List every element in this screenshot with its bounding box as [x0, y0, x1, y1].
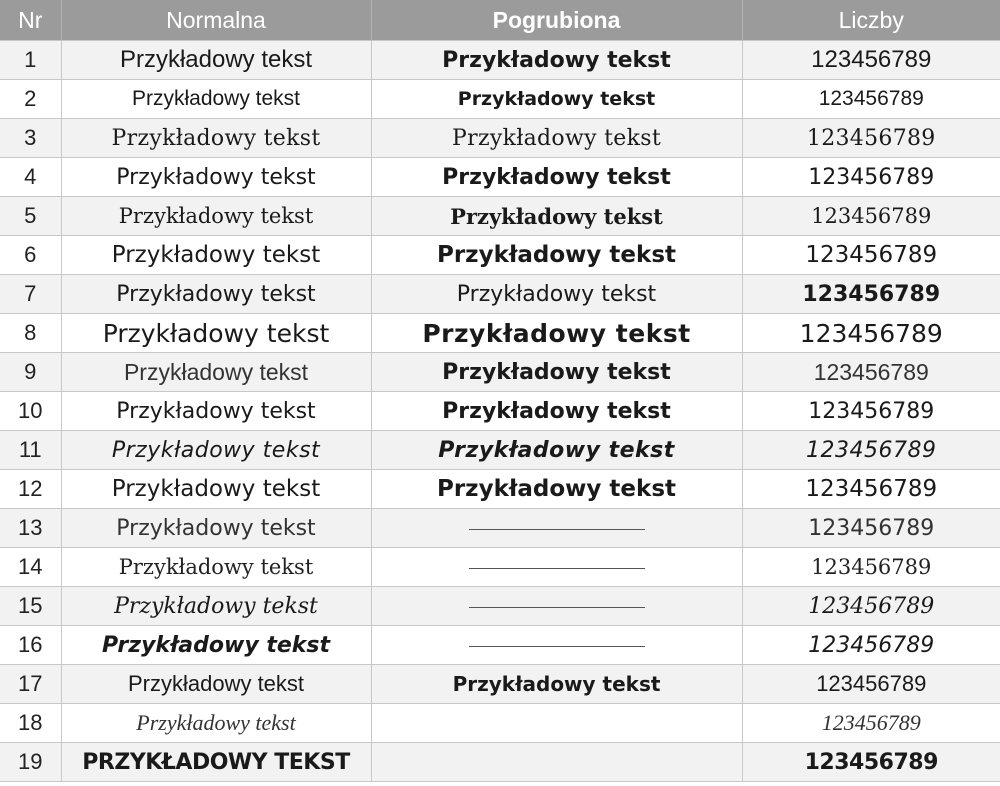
- numbers-sample: 123456789: [742, 353, 1000, 392]
- numbers-sample: 123456789: [742, 743, 1000, 782]
- table-row: [0, 158, 1000, 197]
- table-row: [0, 626, 1000, 665]
- bold-sample: Przykładowy tekst: [371, 119, 742, 158]
- table-row: [0, 197, 1000, 236]
- numbers-sample: 123456789: [742, 41, 1000, 80]
- bold-sample: Przykładowy tekst: [371, 392, 742, 431]
- row-number: 16: [0, 626, 61, 665]
- row-number: 12: [0, 470, 61, 509]
- header-normal: Normalna: [61, 0, 371, 41]
- unavailable-dash: [469, 568, 645, 569]
- row-number: 7: [0, 275, 61, 314]
- row-number: 8: [0, 314, 61, 353]
- normal-sample: Przykładowy tekst: [61, 470, 371, 509]
- row-number: 17: [0, 665, 61, 704]
- row-number: 5: [0, 197, 61, 236]
- normal-sample: Przykładowy tekst: [61, 626, 371, 665]
- bold-unavailable: [371, 548, 742, 587]
- unavailable-dash: [469, 646, 645, 647]
- numbers-sample: 123456789: [742, 275, 1000, 314]
- numbers-sample: 123456789: [742, 509, 1000, 548]
- table-row: [0, 470, 1000, 509]
- row-number: 13: [0, 509, 61, 548]
- normal-sample: Przykładowy tekst: [61, 80, 371, 119]
- row-number: 9: [0, 353, 61, 392]
- normal-sample: Przykładowy tekst: [61, 353, 371, 392]
- row-number: 10: [0, 392, 61, 431]
- bold-empty: [371, 704, 742, 743]
- numbers-sample: 123456789: [742, 470, 1000, 509]
- numbers-sample: 123456789: [742, 704, 1000, 743]
- normal-sample: Przykładowy tekst: [61, 392, 371, 431]
- bold-empty: [371, 743, 742, 782]
- numbers-sample: 123456789: [742, 119, 1000, 158]
- row-number: 6: [0, 236, 61, 275]
- unavailable-dash: [469, 607, 645, 608]
- header-numbers: Liczby: [742, 0, 1000, 41]
- normal-sample: Przykładowy tekst: [61, 548, 371, 587]
- bold-sample: Przykładowy tekst: [371, 314, 742, 353]
- normal-sample: Przykładowy tekst: [61, 509, 371, 548]
- row-number: 15: [0, 587, 61, 626]
- row-number: 2: [0, 80, 61, 119]
- numbers-sample: 123456789: [742, 236, 1000, 275]
- bold-sample: Przykładowy tekst: [371, 41, 742, 80]
- normal-sample: Przykładowy tekst: [61, 236, 371, 275]
- normal-sample: Przykładowy tekst: [61, 587, 371, 626]
- normal-sample: PRZYKŁADOWY TEKST: [61, 743, 371, 782]
- table-row: [0, 704, 1000, 743]
- normal-sample: Przykładowy tekst: [61, 704, 371, 743]
- table-row: [0, 587, 1000, 626]
- normal-sample: Przykładowy tekst: [61, 41, 371, 80]
- table-row: [0, 236, 1000, 275]
- numbers-sample: 123456789: [742, 626, 1000, 665]
- normal-sample: Przykładowy tekst: [61, 665, 371, 704]
- numbers-sample: 123456789: [742, 665, 1000, 704]
- numbers-sample: 123456789: [742, 587, 1000, 626]
- table-row: [0, 548, 1000, 587]
- bold-sample: Przykładowy tekst: [371, 665, 742, 704]
- row-number: 18: [0, 704, 61, 743]
- numbers-sample: 123456789: [742, 431, 1000, 470]
- row-number: 11: [0, 431, 61, 470]
- table-header: [0, 0, 1000, 41]
- bold-sample: Przykładowy tekst: [371, 470, 742, 509]
- header-bold: Pogrubiona: [371, 0, 742, 41]
- table-row: [0, 431, 1000, 470]
- bold-unavailable: [371, 626, 742, 665]
- normal-sample: Przykładowy tekst: [61, 119, 371, 158]
- header-row: [0, 0, 1000, 41]
- numbers-sample: 123456789: [742, 548, 1000, 587]
- bold-sample: Przykładowy tekst: [371, 158, 742, 197]
- table-row: [0, 353, 1000, 392]
- numbers-sample: 123456789: [742, 158, 1000, 197]
- bold-sample: Przykładowy tekst: [371, 236, 742, 275]
- table-row: [0, 119, 1000, 158]
- bold-unavailable: [371, 509, 742, 548]
- numbers-sample: 123456789: [742, 197, 1000, 236]
- unavailable-dash: [469, 529, 645, 530]
- normal-sample: Przykładowy tekst: [61, 158, 371, 197]
- bold-sample: Przykładowy tekst: [371, 197, 742, 236]
- table-row: [0, 41, 1000, 80]
- numbers-sample: 123456789: [742, 392, 1000, 431]
- header-nr: Nr: [0, 0, 61, 41]
- bold-sample: Przykładowy tekst: [371, 80, 742, 119]
- row-number: 4: [0, 158, 61, 197]
- table-row: [0, 314, 1000, 353]
- normal-sample: Przykładowy tekst: [61, 197, 371, 236]
- row-number: 14: [0, 548, 61, 587]
- table-row: [0, 665, 1000, 704]
- normal-sample: Przykładowy tekst: [61, 275, 371, 314]
- table-row: [0, 275, 1000, 314]
- numbers-sample: 123456789: [742, 314, 1000, 353]
- table-row: [0, 392, 1000, 431]
- bold-sample: Przykładowy tekst: [371, 353, 742, 392]
- normal-sample: Przykładowy tekst: [61, 431, 371, 470]
- table-row: [0, 509, 1000, 548]
- table-row: [0, 743, 1000, 782]
- normal-sample: Przykładowy tekst: [61, 314, 371, 353]
- bold-sample: Przykładowy tekst: [371, 275, 742, 314]
- bold-sample: Przykładowy tekst: [371, 431, 742, 470]
- row-number: 3: [0, 119, 61, 158]
- bold-unavailable: [371, 587, 742, 626]
- row-number: 19: [0, 743, 61, 782]
- numbers-sample: 123456789: [742, 80, 1000, 119]
- table-body: [0, 41, 1000, 782]
- row-number: 1: [0, 41, 61, 80]
- table-row: [0, 80, 1000, 119]
